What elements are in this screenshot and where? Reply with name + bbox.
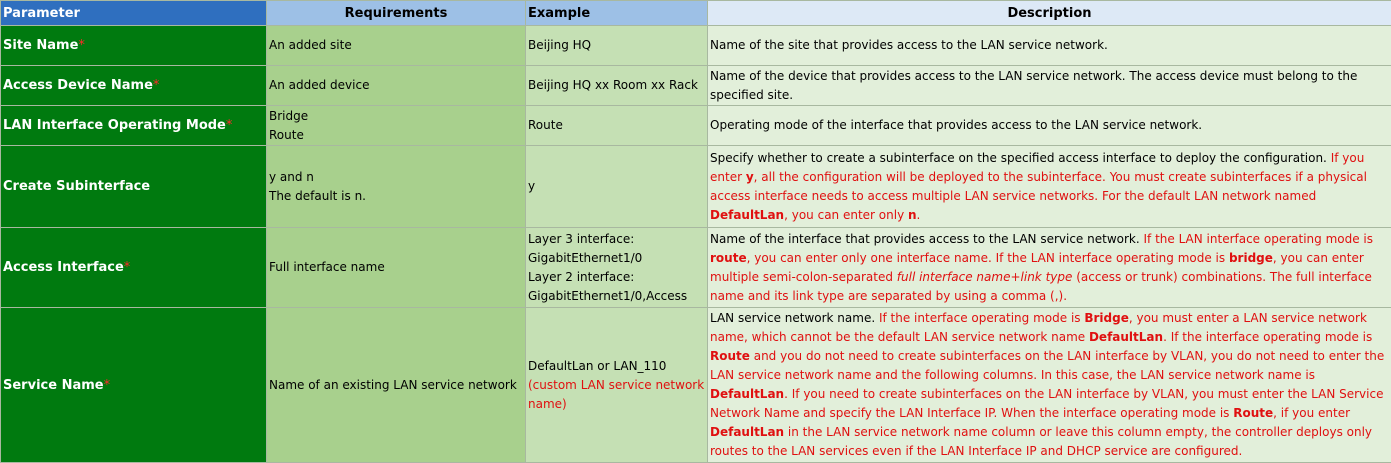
parameter-name: Access Interface bbox=[3, 260, 124, 275]
parameter-name: Site Name bbox=[3, 38, 78, 53]
description-text: Specify whether to create a subinterface on the specified access interface to deploy the configuration. bbox=[710, 151, 1331, 165]
description-text: If you enter bbox=[710, 151, 1364, 184]
description-text: full interface name bbox=[897, 270, 1011, 284]
description-text: , you must enter a LAN service network name, which cannot be the default LAN service network name bbox=[710, 311, 1367, 344]
parameter-name: Create Subinterface bbox=[3, 179, 150, 194]
description-text: , you can enter only one interface name. If the LAN interface operating mode is bbox=[747, 251, 1229, 265]
parameter-cell bbox=[1, 66, 267, 106]
description-text: LAN service network name. bbox=[710, 311, 879, 325]
description-text: bridge bbox=[1229, 251, 1273, 265]
description-cell bbox=[708, 308, 1391, 463]
example-cell bbox=[526, 106, 708, 146]
parameter-cell bbox=[1, 26, 267, 66]
description-text: , you can enter only bbox=[784, 208, 908, 222]
parameter-cell bbox=[1, 106, 267, 146]
required-mark: * bbox=[104, 378, 111, 393]
table-row bbox=[1, 146, 1391, 228]
requirement-line: An added device bbox=[269, 76, 523, 95]
header-row bbox=[1, 1, 1391, 26]
description-text: + bbox=[1010, 270, 1020, 284]
description-cell bbox=[708, 26, 1391, 66]
requirement-line: Bridge bbox=[269, 107, 523, 126]
example-line: GigabitEthernet1/0 bbox=[528, 249, 705, 268]
example-cell bbox=[526, 26, 708, 66]
description-text: n bbox=[908, 208, 917, 222]
description-text: If the interface operating mode is bbox=[879, 311, 1084, 325]
requirements-cell bbox=[267, 228, 526, 308]
example-line: DefaultLan or LAN_110 bbox=[528, 357, 705, 376]
description-text: route bbox=[710, 251, 747, 265]
required-mark: * bbox=[153, 78, 160, 93]
required-mark: * bbox=[124, 260, 131, 275]
description-text: (access or trunk) combinations. The full interface name and its link type are separated by using a comma (,). bbox=[710, 270, 1372, 303]
parameter-name: Access Device Name bbox=[3, 78, 153, 93]
requirements-cell bbox=[267, 106, 526, 146]
description-text: link type bbox=[1021, 270, 1073, 284]
example-cell bbox=[526, 308, 708, 463]
description-text: in the LAN service network name column or leave this column empty, the controller deploys only routes to the LAN services even if the LAN Interface IP and DHCP service are configured. bbox=[710, 425, 1372, 458]
parameter-cell bbox=[1, 228, 267, 308]
table-row bbox=[1, 308, 1391, 463]
header-requirements: Requirements bbox=[267, 1, 526, 26]
description-cell bbox=[708, 146, 1391, 228]
header-description: Description bbox=[708, 1, 1391, 26]
description-cell bbox=[708, 106, 1391, 146]
requirements-cell bbox=[267, 146, 526, 228]
requirement-line: Route bbox=[269, 126, 523, 145]
requirement-line: An added site bbox=[269, 36, 523, 55]
parameter-cell bbox=[1, 308, 267, 463]
description-cell bbox=[708, 228, 1391, 308]
description-text: DefaultLan bbox=[710, 387, 784, 401]
example-line: y bbox=[528, 177, 705, 196]
description-text: and you do not need to create subinterfaces on the LAN interface by VLAN, you do not need to enter the LAN service network name and the following columns. In this case, the LAN service network name is bbox=[710, 349, 1384, 382]
requirement-line: Name of an existing LAN service network bbox=[269, 376, 523, 395]
description-text: . bbox=[917, 208, 921, 222]
header-parameter: Parameter bbox=[1, 1, 267, 26]
requirements-cell bbox=[267, 66, 526, 106]
requirement-line: The default is n. bbox=[269, 187, 523, 206]
description-text: Name of the interface that provides access to the LAN service network. bbox=[710, 232, 1144, 246]
table-row bbox=[1, 228, 1391, 308]
description-text: Name of the site that provides access to the LAN service network. bbox=[710, 38, 1108, 52]
example-line: Layer 3 interface: bbox=[528, 230, 705, 249]
example-line: Beijing HQ xx Room xx Rack bbox=[528, 76, 705, 95]
header-example: Example bbox=[526, 1, 708, 26]
description-text: . If the interface operating mode is bbox=[1163, 330, 1372, 344]
parameter-name: LAN Interface Operating Mode bbox=[3, 118, 226, 133]
description-text: . If you need to create subinterfaces on the LAN interface by VLAN, you must enter the LAN Service Network Name and specify the LAN Interface IP. When the interface operating mode is bbox=[710, 387, 1383, 420]
required-mark: * bbox=[78, 38, 85, 53]
description-text: Bridge bbox=[1084, 311, 1129, 325]
required-mark: * bbox=[226, 118, 233, 133]
example-line: Route bbox=[528, 116, 705, 135]
table-row bbox=[1, 106, 1391, 146]
example-cell bbox=[526, 228, 708, 308]
parameter-cell bbox=[1, 146, 267, 228]
example-line: Layer 2 interface: bbox=[528, 268, 705, 287]
description-cell bbox=[708, 66, 1391, 106]
description-text: , if you enter bbox=[1273, 406, 1350, 420]
description-text: DefaultLan bbox=[1089, 330, 1163, 344]
example-note: (custom LAN service network name) bbox=[528, 376, 705, 414]
example-cell bbox=[526, 146, 708, 228]
example-cell bbox=[526, 66, 708, 106]
example-line: Beijing HQ bbox=[528, 36, 705, 55]
description-text: y bbox=[746, 170, 754, 184]
table-row bbox=[1, 26, 1391, 66]
example-line: GigabitEthernet1/0,Access bbox=[528, 287, 705, 306]
description-text: Name of the device that provides access to the LAN service network. The access device must belong to the specified site. bbox=[710, 69, 1357, 102]
requirement-line: y and n bbox=[269, 168, 523, 187]
description-text: , all the configuration will be deployed to the subinterface. You must create subinterfaces if a physical access interface needs to access multiple LAN service networks. For the default LAN network named bbox=[710, 170, 1367, 203]
description-text: DefaultLan bbox=[710, 208, 784, 222]
requirements-cell bbox=[267, 308, 526, 463]
requirement-line: Full interface name bbox=[269, 258, 523, 277]
description-text: Operating mode of the interface that provides access to the LAN service network. bbox=[710, 118, 1202, 132]
parameter-name: Service Name bbox=[3, 378, 104, 393]
table-row bbox=[1, 66, 1391, 106]
description-text: DefaultLan bbox=[710, 425, 784, 439]
description-text: If the LAN interface operating mode is bbox=[1144, 232, 1374, 246]
description-text: Route bbox=[1233, 406, 1273, 420]
description-text: , you can enter multiple semi-colon-separated bbox=[710, 251, 1364, 284]
requirements-cell bbox=[267, 26, 526, 66]
description-text: Route bbox=[710, 349, 750, 363]
